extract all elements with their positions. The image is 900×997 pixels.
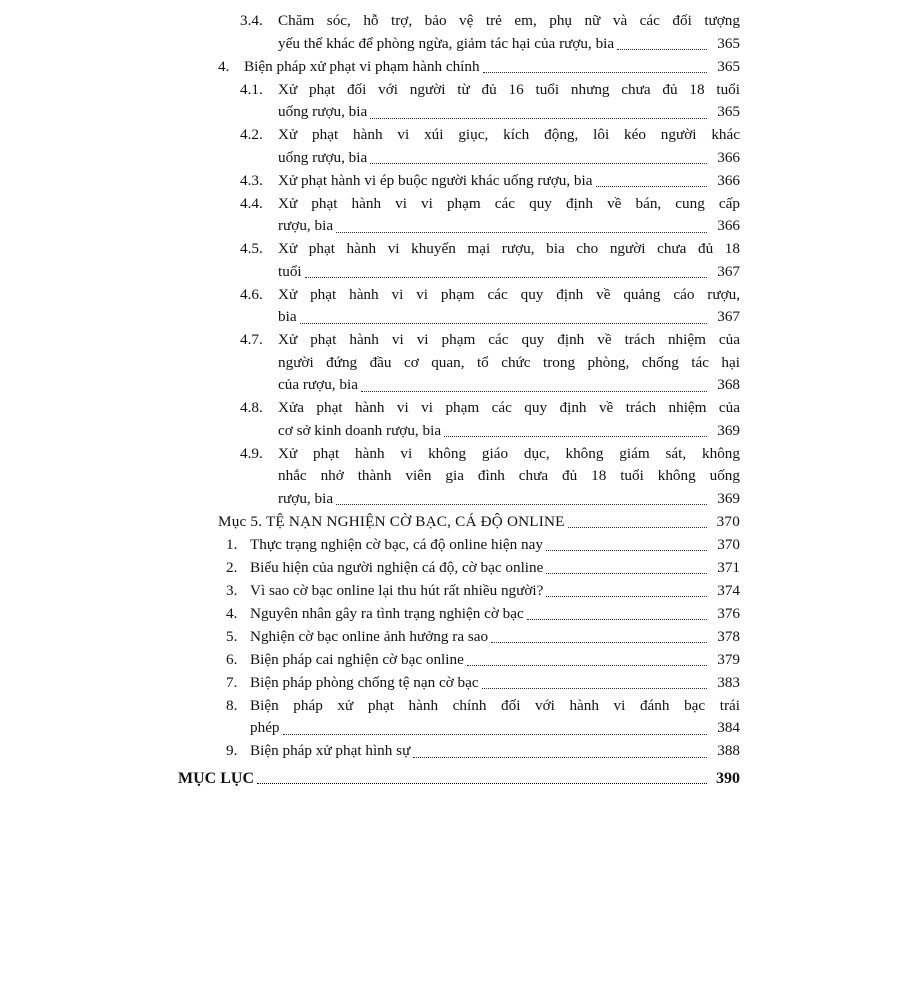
toc-entry-body <box>278 397 740 442</box>
toc-page-number: 374 <box>717 581 740 599</box>
toc-entry-line: nhắc nhở thành viên gia đình chưa đủ 18 tuổi không uống <box>278 467 740 484</box>
dot-leader <box>527 618 707 620</box>
toc-entry[interactable] <box>218 672 740 695</box>
toc-entry-body <box>250 557 740 580</box>
toc-entry-number: 7. <box>226 673 238 691</box>
dot-leader <box>491 641 707 643</box>
toc-entry-line: Xử phạt hành vi xúi giục, kích động, lôi kéo người khác <box>278 126 740 143</box>
toc-entry-number: 4.4. <box>240 194 263 212</box>
toc-entry-label: Biện pháp xử phạt vi phạm hành chính <box>244 57 480 75</box>
toc-entry-label: MỤC LỤC <box>178 769 254 787</box>
toc-entry-number: 3.4. <box>240 12 263 29</box>
toc-entry-label: Nghiện cờ bạc online ảnh hưởng ra sao <box>250 627 489 645</box>
toc-entry-line: Xửa phạt hành vi vi phạm các quy định về trách nhiệm của <box>278 399 740 416</box>
toc-page-number: 369 <box>717 421 740 439</box>
toc-entry-label: rượu, bia <box>278 489 334 507</box>
toc-entry-number: 4.6. <box>240 285 263 303</box>
toc-entry-number: 2. <box>226 558 238 576</box>
toc-entry-number: 4.3. <box>240 171 263 189</box>
toc-entry-number: 1. <box>226 535 238 553</box>
toc-entry-line <box>250 534 740 557</box>
toc-entry-line <box>250 603 740 626</box>
toc-entry-label: rượu, bia <box>278 217 334 234</box>
toc-entry[interactable] <box>218 557 740 580</box>
table-of-contents <box>218 10 740 763</box>
toc-entry-line <box>278 420 740 443</box>
toc-page-number: 369 <box>717 489 740 507</box>
toc-page-number: 366 <box>717 148 740 166</box>
toc-entry-line: Xử phạt hành vi khuyến mại rượu, bia cho người chưa đủ 18 <box>278 240 740 257</box>
toc-entry-line <box>278 101 740 124</box>
toc-entry-line <box>278 261 740 284</box>
dot-leader <box>596 185 708 187</box>
toc-entry[interactable] <box>218 740 740 763</box>
toc-entry-number: 9. <box>226 742 238 759</box>
toc-entry-body <box>278 193 740 238</box>
toc-entry-number: 4.9. <box>240 444 263 462</box>
dot-leader <box>336 503 707 505</box>
toc-entry[interactable] <box>218 329 740 397</box>
dot-leader <box>413 756 707 758</box>
toc-entry-body <box>250 626 740 649</box>
toc-entry-line <box>250 649 740 672</box>
dot-leader <box>300 322 707 324</box>
toc-entry[interactable] <box>218 649 740 672</box>
toc-entry[interactable] <box>218 238 740 283</box>
toc-page-number: 390 <box>716 769 740 787</box>
toc-entry[interactable] <box>218 397 740 442</box>
toc-entry-line <box>250 740 740 763</box>
toc-entry-label: Thực trạng nghiện cờ bạc, cá độ online hiện nay <box>250 535 543 553</box>
dot-leader <box>546 595 707 597</box>
toc-entry-number: 4.7. <box>240 331 263 348</box>
toc-entry-label: cơ sở kinh doanh rượu, bia <box>278 421 442 439</box>
dot-leader <box>568 526 707 528</box>
toc-entry-number: 4. <box>218 57 230 75</box>
dot-leader <box>370 117 707 119</box>
toc-entry-number: 4. <box>226 604 238 622</box>
toc-entry-body <box>278 124 740 169</box>
dot-leader <box>444 435 707 437</box>
toc-entry-line <box>218 511 740 534</box>
toc-entry-body <box>278 238 740 283</box>
dot-leader <box>467 664 707 666</box>
dot-leader <box>305 276 707 278</box>
dot-leader <box>283 733 707 735</box>
toc-entry-line: Biện pháp xử phạt hành chính đối với hành vi đánh bạc trái <box>250 696 740 714</box>
toc-entry-muc-luc[interactable] <box>178 767 740 791</box>
toc-entry-line <box>278 147 740 170</box>
toc-entry-body <box>218 511 740 534</box>
toc-entry-body <box>278 79 740 124</box>
toc-entry-line <box>278 374 740 397</box>
toc-entry[interactable] <box>218 695 740 740</box>
dot-leader <box>617 48 707 50</box>
toc-entry[interactable] <box>218 284 740 329</box>
toc-entry-label: tuổi <box>278 262 302 280</box>
toc-entry[interactable] <box>218 626 740 649</box>
toc-entry-body <box>244 56 740 79</box>
toc-entry[interactable] <box>218 170 740 193</box>
toc-entry[interactable] <box>218 124 740 169</box>
toc-entry-body <box>250 580 740 603</box>
toc-entry-line <box>278 306 740 329</box>
toc-entry-line <box>244 56 740 79</box>
toc-page-number: 365 <box>717 57 740 75</box>
toc-entry-line <box>250 626 740 649</box>
toc-entry-body <box>278 170 740 193</box>
toc-page-number: 384 <box>717 719 740 736</box>
toc-entry-line: Xử phạt hành vi vi phạm các quy định về quảng cáo rượu, <box>278 285 740 303</box>
toc-entry[interactable] <box>218 603 740 626</box>
toc-entry-line <box>250 717 740 740</box>
toc-entry-label: Biểu hiện của người nghiện cá độ, cờ bạc online <box>250 558 544 576</box>
toc-entry-number: 4.5. <box>240 240 263 257</box>
toc-entry-body <box>278 443 740 511</box>
toc-entry-body <box>250 649 740 672</box>
toc-entry[interactable] <box>218 443 740 511</box>
toc-entry-label: của rượu, bia <box>278 376 358 393</box>
toc-entry-body <box>278 284 740 329</box>
toc-entry-label: Biện pháp phòng chống tệ nạn cờ bạc <box>250 673 479 691</box>
toc-entry-line <box>250 580 740 603</box>
toc-page-number: 366 <box>717 171 740 189</box>
toc-entry-label: Mục 5. TỆ NẠN NGHIỆN CỜ BẠC, CÁ ĐỘ ONLINE <box>218 512 565 530</box>
toc-entry-label: phép <box>250 719 280 736</box>
toc-page-number: 370 <box>716 512 740 530</box>
toc-entry-line <box>278 33 740 56</box>
toc-page-number: 378 <box>717 627 740 645</box>
toc-entry[interactable] <box>218 10 740 55</box>
toc-entry-line: người đứng đầu cơ quan, tổ chức trong phòng, chống tác hại <box>278 353 740 371</box>
toc-entry-number: 5. <box>226 627 238 645</box>
toc-entry-label: uống rượu, bia <box>278 148 368 166</box>
toc-entry-body <box>250 695 740 740</box>
dot-leader <box>482 687 707 689</box>
toc-page-number: 370 <box>717 535 740 553</box>
toc-page-number: 371 <box>717 558 740 576</box>
dot-leader <box>483 71 707 73</box>
toc-page-number: 367 <box>717 262 740 280</box>
dot-leader <box>336 231 707 233</box>
toc-entry[interactable] <box>218 534 740 557</box>
dot-leader <box>370 162 707 164</box>
toc-entry-label: Xử phạt hành vi ép buộc người khác uống rượu, bia <box>278 171 593 189</box>
dot-leader <box>546 549 707 551</box>
toc-page-number: 366 <box>717 217 740 234</box>
toc-entry-label: bia <box>278 308 297 325</box>
toc-entry-line <box>278 170 740 193</box>
toc-entry[interactable] <box>218 193 740 238</box>
toc-entry-number: 4.1. <box>240 80 263 98</box>
dot-leader <box>546 572 707 574</box>
toc-entry-number: 4.8. <box>240 399 263 416</box>
toc-entry-line <box>250 672 740 695</box>
toc-entry[interactable] <box>218 580 740 603</box>
toc-entry-number: 4.2. <box>240 126 263 143</box>
dot-leader <box>257 782 707 784</box>
toc-entry-line: Chăm sóc, hỗ trợ, bảo vệ trẻ em, phụ nữ và các đối tượng <box>278 12 740 29</box>
toc-page-number: 383 <box>717 673 740 691</box>
toc-entry-line <box>278 215 740 238</box>
toc-entry-body <box>278 10 740 55</box>
toc-page-number: 388 <box>717 742 740 759</box>
toc-entry-label: yếu thế khác để phòng ngừa, giảm tác hại của rượu, bia <box>278 34 615 52</box>
toc-entry-line: Xử phạt đối với người từ đủ 16 tuổi nhưng chưa đủ 18 tuổi <box>278 80 740 98</box>
toc-entry-number: 6. <box>226 650 238 668</box>
toc-entry-label: Nguyên nhân gây ra tình trạng nghiện cờ bạc <box>250 604 524 622</box>
toc-entry-line <box>278 488 740 511</box>
toc-entry-number: 3. <box>226 581 238 599</box>
toc-entry-body <box>278 329 740 397</box>
toc-entry[interactable] <box>218 56 740 79</box>
toc-entry[interactable] <box>218 511 740 534</box>
toc-entry-label: Biện pháp cai nghiện cờ bạc online <box>250 650 464 668</box>
toc-page-number: 365 <box>717 103 740 120</box>
toc-page-number: 368 <box>717 376 740 393</box>
toc-page-number: 367 <box>717 308 740 325</box>
toc-entry[interactable] <box>218 79 740 124</box>
toc-entry-body <box>250 672 740 695</box>
toc-entry-label: Biện pháp xử phạt hình sự <box>250 742 411 759</box>
toc-entry-body <box>250 603 740 626</box>
toc-entry-label: Vì sao cờ bạc online lại thu hút rất nhiều người? <box>250 581 544 599</box>
toc-entry-number: 8. <box>226 696 238 714</box>
toc-entry-line <box>250 557 740 580</box>
toc-entry-line: Xử phạt hành vi vi phạm các quy định về trách nhiệm của <box>278 331 740 348</box>
toc-page-number: 365 <box>717 34 740 52</box>
toc-entry-label: uống rượu, bia <box>278 103 368 120</box>
toc-page-number: 376 <box>717 604 740 622</box>
toc-entry-line: Xử phạt hành vi không giáo dục, không giám sát, không <box>278 444 740 462</box>
dot-leader <box>361 390 707 392</box>
toc-entry-body <box>250 740 740 763</box>
toc-page-number: 379 <box>717 650 740 668</box>
toc-entry-body <box>250 534 740 557</box>
toc-entry-line: Xử phạt hành vi vi phạm các quy định về bán, cung cấp <box>278 194 740 212</box>
